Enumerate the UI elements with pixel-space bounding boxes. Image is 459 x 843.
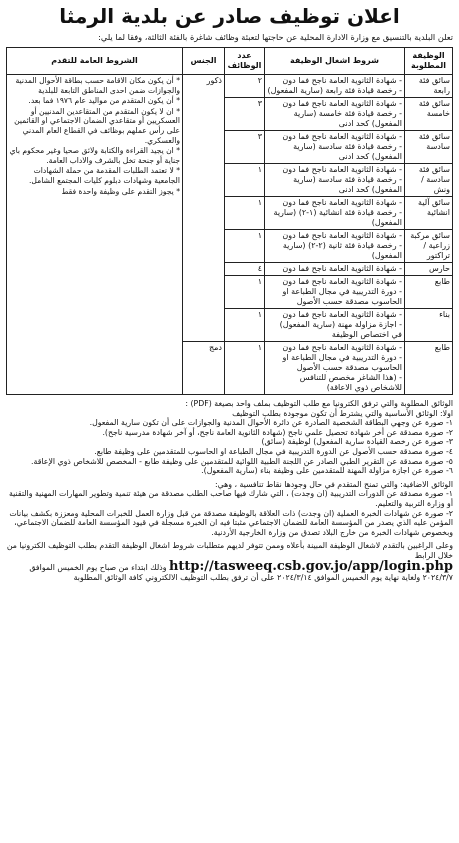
job-conditions-cell bbox=[265, 98, 405, 131]
job-count-cell: ١ bbox=[225, 309, 265, 342]
document-item: ٢- صورة مصدقة عن أخر شهادة تحصيل علمي ناجح (شهادة الثانوية العامة ناجح، أو آخر شهادة مدرسية ناجح). bbox=[102, 427, 453, 437]
closing-text: وعلى الراغبين بالتقدم لاشغال الوظيفة المبينة بأعلاه وممن تتوفر لديهم متطلبات شروط اشغال الوظيفة التقدم بطلب التوظيف الكترونيا من خلال الرابط bbox=[6, 541, 453, 560]
job-title-cell: سائق فئة رابعة bbox=[405, 75, 453, 98]
additional-item: ٢- صورة عن شهادات الخبرة العملية (ان وجدت) ذات العلاقة بالوظيفة مصدقة من قبل وزارة العمل للخبرات المحلية ومعززة بكشف بيانات المؤمن عليه الذي يصدر من المؤسسة العامة للضمان الاجتماعي مثبتا فيه ان الخبرة مسجلة في قيود المؤسسة العامة للضمان الاجتماعي، وبخصوص شهادات الخبرة من خارج البلاد تصدق من وزارة الخارجية الأردنية. bbox=[9, 508, 453, 537]
job-title-cell: سائق آلية انشائية bbox=[405, 197, 453, 230]
job-count-cell: ٢ bbox=[225, 75, 265, 98]
job-conditions-cell bbox=[265, 230, 405, 263]
header-job: الوظيفة المطلوبة bbox=[405, 48, 453, 75]
condition-line: - دورة التدريبية في مجال الطباعة او الحاسوب مصدقة حسب الأصول bbox=[282, 353, 402, 372]
additional-section bbox=[6, 480, 453, 538]
condition-line: - شهادة الثانوية العامة ناجح فما دون bbox=[282, 277, 402, 286]
documents-heading: الوثائق المطلوبة والتي ترفق الكترونيا مع طلب التوظيف بملف واحد بصيغة (PDF) : bbox=[185, 399, 453, 408]
gender-mixed-cell: دمج bbox=[183, 342, 225, 395]
gender-male-cell: ذكور bbox=[183, 75, 225, 342]
condition-line: - رخصة قيادة فئة خامسة (سارية المفعول) كحد ادنى bbox=[293, 109, 402, 128]
job-conditions-cell bbox=[265, 197, 405, 230]
job-conditions-cell bbox=[265, 309, 405, 342]
table-row bbox=[7, 75, 453, 98]
condition-line: - رخصة قيادة فئة انشائية (١-٢) (سارية المفعول) bbox=[273, 208, 402, 227]
document-item: ٥- صورة مصدقة عن التقرير الطبي الصادر عن اللجنة الطبية اللوائية للمتقدمين على وظيفة طابع - المخصص للاشخاص ذوي الإعاقة. bbox=[31, 456, 453, 466]
jobs-table bbox=[6, 47, 453, 395]
condition-line: - شهادة الثانوية العامة ناجح فما دون bbox=[282, 264, 402, 273]
general-condition-item: * لا تعتمد الطلبات المقدمة من حملة الشهادات الجامعية وشهادات دبلوم كليات المجتمع الشامل. bbox=[29, 166, 180, 185]
document-item: ١- صورة عن وجهي البطاقة الشخصية الصادرة عن دائرة الأحوال المدنية والجوازات على أن تكون سارية المفعول. bbox=[89, 418, 453, 428]
job-title-cell: سائق فئة خامسة bbox=[405, 98, 453, 131]
additional-item: ١- صورة مصدقة عن الدورات التدريبية (ان وجدت) ، التي شارك فيها صاحب الطلب مصدقة من هيئة تنمية وتطوير المهارات المهنية والتقنية أو وزارة التربية والتعليم. bbox=[8, 489, 453, 508]
condition-line: - رخصة قيادة فئة رابعة (سارية المفعول) bbox=[267, 86, 402, 95]
condition-line: - رخصة قيادة فئة سادسة (سارية المفعول) كحد ادنى bbox=[293, 175, 402, 194]
job-conditions-cell bbox=[265, 75, 405, 98]
additional-heading: الوثائق الاضافية: والتي تمنح المتقدم في حال وجودها نقاط تنافسية ، وهي: bbox=[214, 479, 453, 489]
condition-line: - شهادة الثانوية العامة ناجح فما دون bbox=[282, 310, 402, 319]
condition-line: - شهادة الثانوية العامة ناجح فما دون bbox=[282, 76, 402, 85]
document-item: ٣- صورة عن رخصة القيادة سارية المفعول) لوظيفة (سائق) bbox=[261, 437, 453, 447]
job-count-cell: ٣ bbox=[225, 131, 265, 164]
condition-line: - شهادة الثانوية العامة ناجح فما دون bbox=[282, 165, 402, 174]
job-title-cell: بناء bbox=[405, 309, 453, 342]
general-conditions-cell bbox=[7, 75, 183, 395]
job-count-cell: ١ bbox=[225, 276, 265, 309]
job-title-cell: سائق مركبة زراعية / تراكتور bbox=[405, 230, 453, 263]
job-conditions-cell bbox=[265, 263, 405, 276]
document-item: ٦- صورة عن اجازة مزاولة المهنة للمتقدمين على وظيفة بناء (سارية المفعول). bbox=[201, 466, 453, 476]
table-header-row bbox=[7, 48, 453, 75]
job-title-cell: طابع bbox=[405, 342, 453, 395]
page-title: اعلان توظيف صادر عن بلدية الرمثا bbox=[59, 4, 400, 28]
documents-section bbox=[6, 399, 453, 476]
document-item: ٤- صورة مصدقة حسب الأصول عن الدورة التدريبية في مجال الطباعة او الحاسوب للمتقدمين على وظيفة طابع. bbox=[94, 446, 453, 456]
job-conditions-cell bbox=[265, 131, 405, 164]
condition-line: - (هذا الشاغر مخصص للتنافس للاشخاص ذوي الاعاقة) bbox=[299, 373, 402, 392]
general-condition-item: * أن يكون المتقدم من مواليد عام ١٩٧٦ فما بعد. bbox=[28, 96, 180, 106]
condition-line: - رخصة قيادة فئة ثانية (٢-٢) (سارية المفعول) bbox=[282, 241, 402, 260]
job-count-cell: ١ bbox=[225, 197, 265, 230]
intro-text: تعلن البلدية بالتنسيق مع وزارة الادارة المحلية عن حاجتها لتعبئة وظائف شاغرة بالفئة الثالثة، وفقا لما يلي: bbox=[98, 32, 453, 42]
job-title-cell: سائق فئة سادسة / ونش bbox=[405, 164, 453, 197]
job-count-cell: ٣ bbox=[225, 98, 265, 131]
condition-line: - شهادة الثانوية العامة ناجح فما دون bbox=[282, 99, 402, 108]
general-condition-item: * يجوز التقدم على وظيفة واحدة فقط bbox=[61, 186, 180, 196]
closing-dates-text: وذلك ابتداء من صباح يوم الخميس الموافق ٢٠٢٤/٣/٧ ولغاية نهاية يوم الخميس الموافق ٢٠٢٤/٣/١٤ على أن ترفق بطلب التوظيف الالكتروني كافة الوثائق المطلوبة bbox=[29, 562, 453, 582]
condition-line: - شهادة الثانوية العامة ناجح فما دون bbox=[282, 343, 402, 352]
job-count-cell: ١ bbox=[225, 342, 265, 395]
condition-line: - رخصة قيادة فئة سادسة (سارية المفعول) كحد ادنى bbox=[293, 142, 402, 161]
job-count-cell: ٤ bbox=[225, 263, 265, 276]
header-general: الشروط العامة للتقدم bbox=[7, 48, 183, 75]
general-condition-item: * أن يكون مكان الاقامة حسب بطاقة الأحوال المدنية والجوازات ضمن احدى المناطق التابعة للبلدية bbox=[15, 76, 180, 95]
application-link[interactable]: http://tasweeq.csb.gov.jo/app/login.php bbox=[168, 558, 453, 574]
documents-subheading: اولا: الوثائق الأساسية والتي يشترط أن تكون موجودة بطلب التوظيف bbox=[232, 408, 453, 418]
header-conditions: شروط اشغال الوظيفة bbox=[265, 48, 405, 75]
job-title-cell: سائق فئة سادسة bbox=[405, 131, 453, 164]
condition-line: - دورة التدريبية في مجال الطباعة او الحاسوب مصدقة حسب الأصول bbox=[282, 287, 402, 306]
condition-line: - شهادة الثانوية العامة ناجح فما دون bbox=[282, 198, 402, 207]
job-conditions-cell bbox=[265, 164, 405, 197]
closing-url-line bbox=[6, 558, 453, 583]
job-title-cell: حارس bbox=[405, 263, 453, 276]
condition-line: - شهادة الثانوية العامة ناجح فما دون bbox=[282, 132, 402, 141]
condition-line: - شهادة الثانوية العامة ناجح فما دون bbox=[282, 231, 402, 240]
job-conditions-cell bbox=[265, 276, 405, 309]
header-count: عدد الوظائف bbox=[225, 48, 265, 75]
job-count-cell: ١ bbox=[225, 164, 265, 197]
general-condition-item: * ان لا يكون المتقدم من المتقاعدين المدنيين أو العسكريين أو متقاعدي الضمان الاجتماعي او القائمين على رأس عملهم بوظائف في القطاع العام المدني والعسكري. bbox=[14, 106, 180, 145]
job-conditions-cell bbox=[265, 342, 405, 395]
header-gender: الجنس bbox=[183, 48, 225, 75]
closing-section bbox=[6, 541, 453, 582]
job-count-cell: ١ bbox=[225, 230, 265, 263]
job-title-cell: طابع bbox=[405, 276, 453, 309]
condition-line: - اجازة مزاولة مهنة (سارية المفعول) في اختصاص الوظيفة bbox=[279, 320, 402, 339]
general-condition-item: * ان يجيد القراءة والكتابة ولائق صحيا وغير محكوم باي جناية أو جنحة تخل بالشرف والاداب العامة. bbox=[9, 146, 180, 165]
